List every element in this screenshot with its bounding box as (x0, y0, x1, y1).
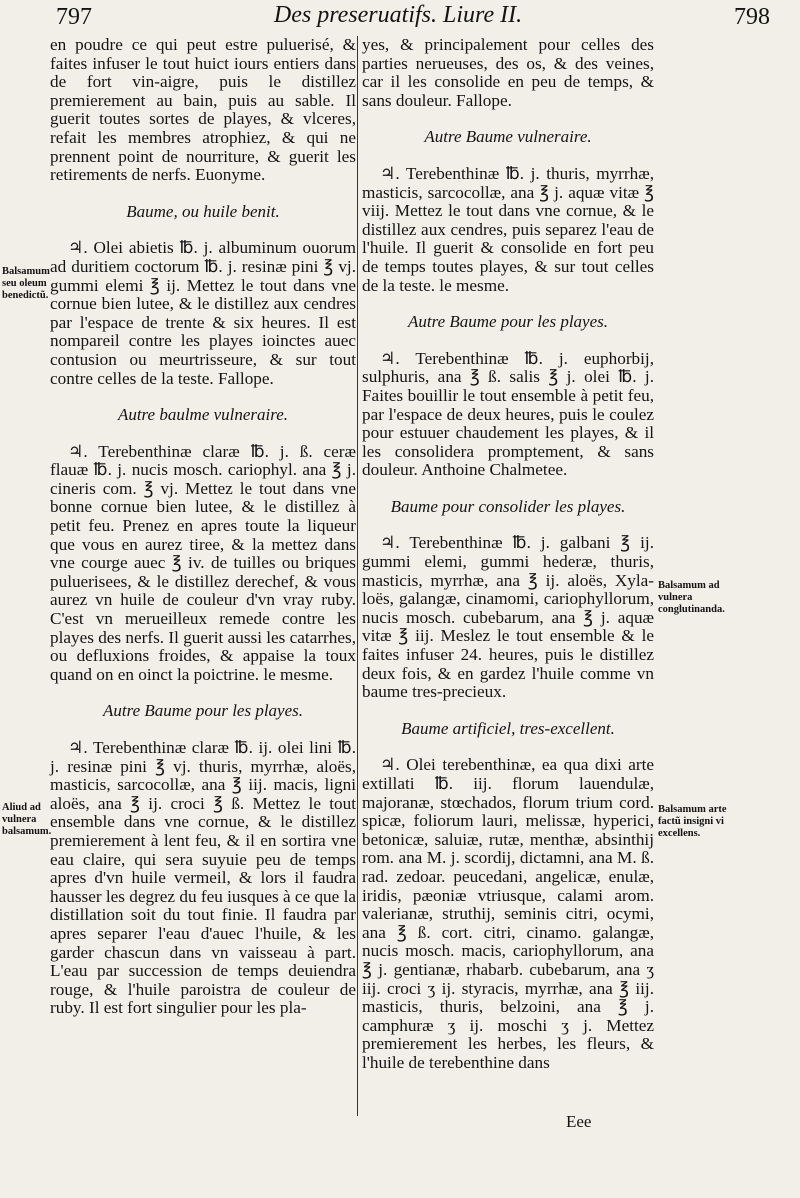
recipe-paragraph: ♃. Terebenthinæ ℔. j. thuris, myrrhæ, masticis, sarcocollæ, ana ℥ j. aquæ vitæ ℥ viij. Mettez le tout dans vne cornue, & le distillez aux cendres, puis separez l'eau de l'huile. Il guerit & consolide en fort peu de temps toutes playes, & sur tout celles de la teste. le mesme. (362, 163, 654, 295)
section-heading: Autre Baume vulneraire. (424, 127, 592, 147)
margin-note: Aliud ad vulnera balsamum. (2, 802, 52, 837)
recipe-paragraph: ♃. Terebenthinæ ℔. j. galbani ℥ ij. gummi elemi, gummi hederæ, thuris, masticis, myrrhæ, ana ℥ ij. aloës, Xyla-loës, galangæ, cinamomi, cariophyllorum, nucis mosch. cubebarum, ana ℥ j. aquæ vitæ ℥ iij. Meslez le tout ensemble & le faites infuser 24. heures, puis le distillez deux fois, & en gardez l'huile comme vn baume tres-precieux. (362, 533, 654, 702)
recipe-paragraph: ♃. Terebenthinæ claræ ℔. ij. olei lini ℔. j. resinæ pini ℥ vj. thuris, myrrhæ, aloës, masticis, sarcocollæ, ana ℥ iij. macis, ligni aloës, ana ℥ ij. croci ℥ ß. Mettez le tout ensemble dans vne cornue, & le distillez premierement à lent feu, & il en sortira vne eau claire, qui sera suyuie peu de temps apres d'vn huile vermeil, & lors il faudra hausser les degrez du feu iusques à ce que la distillation soit du tout finie. Il faudra par apres separer l'eau d'auec l'huile, & les garder chascun dans vn vaisseau à part. L'eau par succession de temps deuiendra rouge, & l'huile paroistra de couleur de ruby. Il est fort singulier pour les pla- (50, 738, 356, 1018)
margin-note: Balsamum seu oleum benedictũ. (2, 266, 50, 301)
section-heading: Baume, ou huile benit. (126, 201, 280, 221)
section-heading: Autre baulme vulneraire. (117, 405, 289, 425)
recipe-paragraph: ♃. Olei abietis ℔. j. albuminum ouorum ad duritiem coctorum ℔. j. resinæ pini ℥ vj. gummi elemi ℥ ij. Mettez le tout dans vne cornue bien lutee, & le distillez aux cendres par l'espace de trente & six heures. Il est nompareil contre les playes ioinctes auec contusion ou meurtrisseure, & sur tout contre celles de la teste. Fallope. (50, 238, 356, 388)
right-column (362, 36, 654, 1081)
recipe-paragraph: ♃. Terebenthinæ ℔. j. euphorbij, sulphuris, ana ℥ ß. salis ℥ j. olei ℔. j. Faites bouillir le tout ensemble à petit feu, par l'espace de deux heures, puis le coulez pour estuuer chaudement les playes, & il les consolidera promptement, & sans douleur. Anthoine Chalmetee. (362, 348, 654, 480)
section-heading: Baume artificiel, tres-excellent. (401, 718, 615, 738)
section-heading: Baume pour consolider les playes. (390, 496, 626, 516)
section-heading: Autre Baume pour les playes. (407, 312, 609, 332)
section-heading: Autre Baume pour les playes. (102, 701, 304, 721)
left-column (50, 36, 356, 1026)
page-number-right: 798 (734, 4, 770, 30)
recipe-paragraph: ♃. Terebenthinæ claræ ℔. j. ß. ceræ flauæ ℔. j. nucis mosch. cariophyl. ana ℥ j. cineris com. ℥ vj. Mettez le tout dans vne bonne cornue bien lutee, & le distillez à petit feu. Prenez en apres toute la liqueur que vous en aurez tiree, & la mettez dans vne courge auec ℥ iv. de tuilles ou briques puluerisees, & le distillez derechef, & vous aurez vn huile de couleur d'vn vray ruby. C'est vn merueilleux remede contre les playes des nerfs. Il guerit aussi les catarrhes, ou defluxions froides, & appaise la toux quand on en oinct la poictrine. le mesme. (50, 441, 356, 684)
margin-note: Balsamum arte factũ insigni vi excellens. (658, 804, 727, 839)
recipe-paragraph: ♃. Olei terebenthinæ, ea qua dixi arte extillati ℔. iij. florum lauendulæ, majoranæ, stœchados, florum trium cord. spicæ, foliorum lauri, melissæ, hyperici, betonicæ, saluiæ, rutæ, menthæ, absinthij rom. ana M. j. scordij, dictamni, ana M. ß. rad. zedoar. peucedani, angelicæ, enulæ, iridis, pæoniæ vtriusque, calami arom. valerianæ, struthij, seminis citri, ocymi, ana ℥ ß. cort. citri, cinamo. galangæ, nucis mosch. macis, cariophyllorum, ana ℥ j. gentianæ, rhabarb. cubebarum, ana ʒ iij. croci ʒ ij. styracis, myrrhæ, ana ℥ iij. masticis, thuris, belzoini, ana ℥ j. camphuræ ʒ ij. moschi ʒ j. Mettez premierement les herbes, les fleurs, & l'huile de terebenthine dans (362, 755, 654, 1072)
paragraph: yes, & principalement pour celles des parties nerueuses, des os, & des veines, car il les consolide en peu de temps, & sans douleur. Fallope. (362, 35, 654, 110)
column-divider (357, 36, 358, 1116)
paragraph: en poudre ce qui peut estre puluerisé, & faites infuser le tout huict iours entiers dans de fort vin-aigre, puis le distillez premierement au bain, puis au sable. Il guerit toutes sortes de playes, & vlceres, refait les membres atrophiez, & qui ne prennent point de nourriture, & guerit les retirements de nerfs. Euonyme. (50, 35, 356, 185)
signature-mark: Eee (566, 1112, 592, 1131)
page-number-left: 797 (56, 4, 92, 30)
running-title: Des preseruatifs. Liure II. (273, 2, 523, 28)
margin-note: Balsamum ad vulnera conglutinanda. (658, 580, 725, 615)
